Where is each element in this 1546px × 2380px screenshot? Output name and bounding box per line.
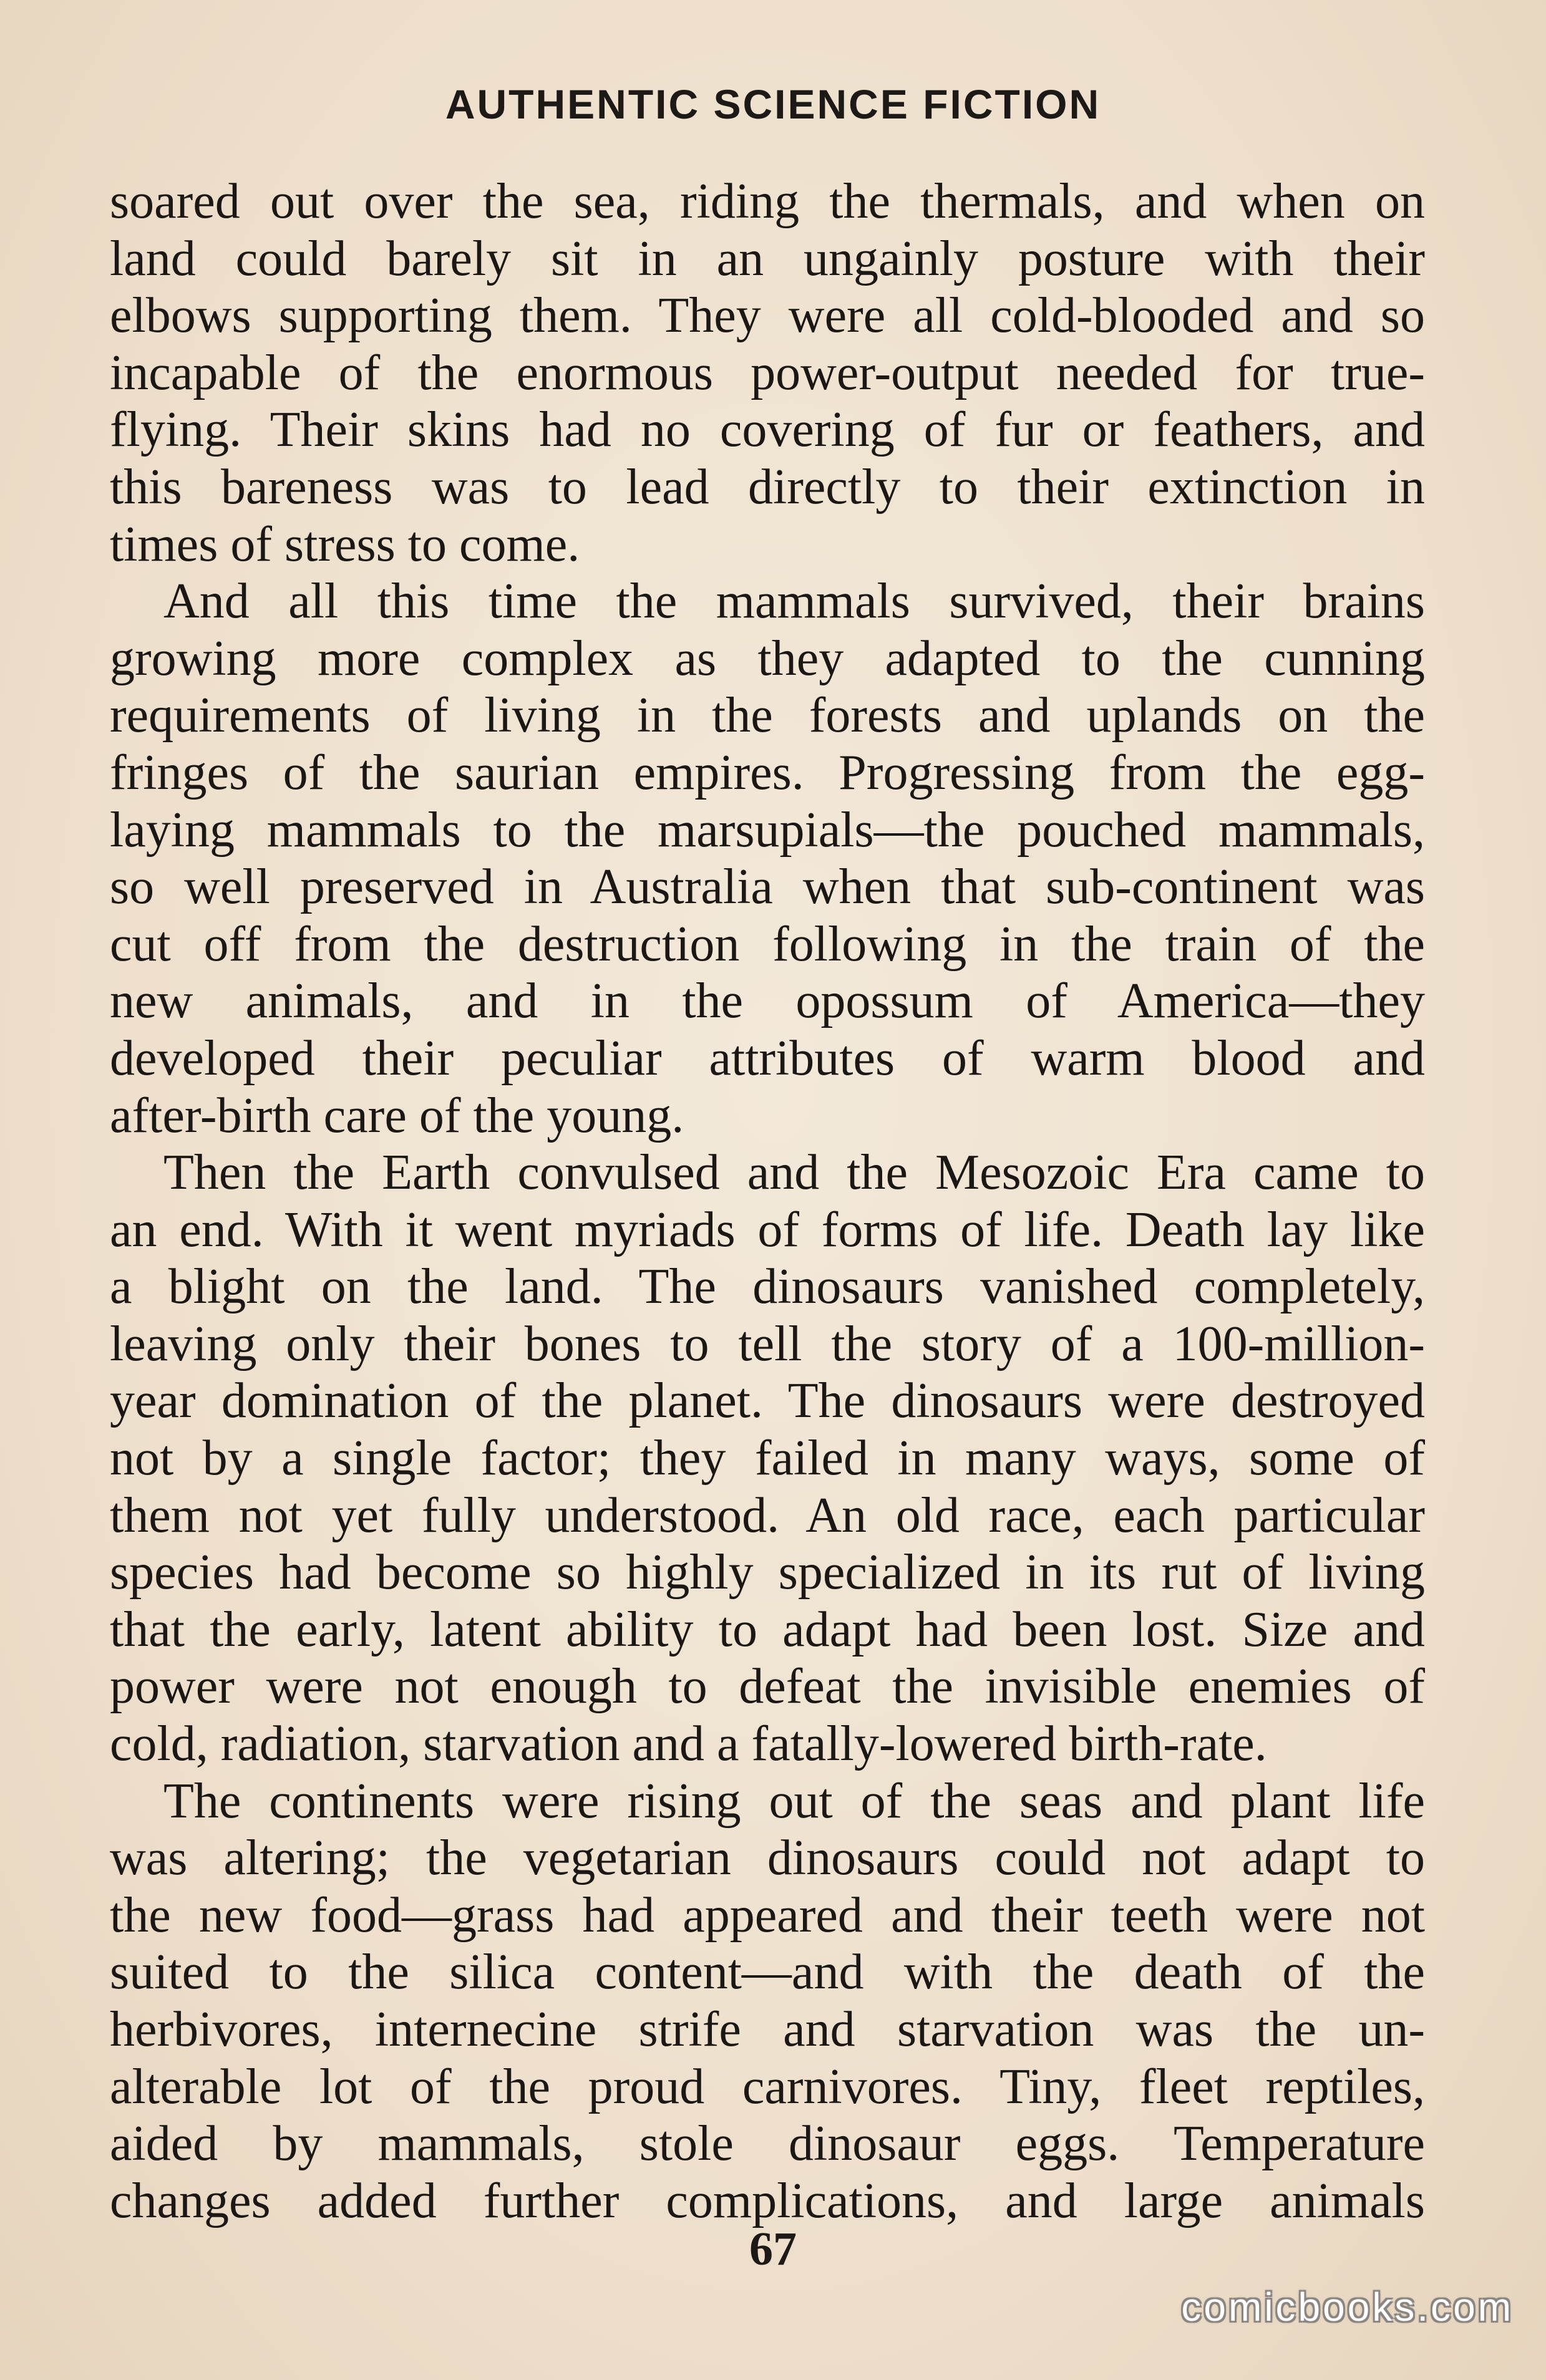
text-line: herbivores, internecine strife and starvation was the un- [110, 2002, 1425, 2057]
text-line: new animals, and in the opossum of America—they [110, 974, 1425, 1029]
paragraph [110, 1144, 1425, 1773]
paragraph [110, 1773, 1425, 2230]
text-line: Then the Earth convulsed and the Mesozoic Era came to [163, 1145, 1425, 1201]
text-line: requirements of living in the forests and uplands on the [110, 688, 1425, 743]
text-line: cut off from the destruction following in the train of the [110, 916, 1425, 972]
text-line: not by a single factor; they failed in many ways, some of [110, 1431, 1425, 1486]
text-line: leaving only their bones to tell the story of a 100-million- [110, 1316, 1425, 1371]
text-line: species had become so highly specialized in its rut of living [110, 1545, 1425, 1600]
text-line: flying. Their skins had no covering of fur or feathers, and [110, 402, 1425, 458]
text-line: was altering; the vegetarian dinosaurs could not adapt to [110, 1831, 1425, 1886]
text-line: that the early, latent ability to adapt had been lost. Size and [110, 1602, 1425, 1657]
text-line: growing more complex as they adapted to the cunning [110, 631, 1425, 686]
paragraph [110, 173, 1425, 573]
page-number: 67 [749, 2223, 797, 2275]
text-line: suited to the silica content—and with the death of the [110, 1945, 1425, 2000]
running-head: AUTHENTIC SCIENCE FICTION [445, 81, 1101, 127]
body-text [110, 173, 1425, 2230]
text-line: alterable lot of the proud carnivores. Tiny, fleet reptiles, [110, 2059, 1425, 2114]
text-line: so well preserved in Australia when that sub-continent was [110, 859, 1425, 915]
text-line: year domination of the planet. The dinosaurs were destroyed [110, 1373, 1425, 1429]
text-line: a blight on the land. The dinosaurs vanished completely, [110, 1259, 1425, 1315]
text-line: And all this time the mammals survived, their brains [163, 574, 1425, 629]
paragraph [110, 573, 1425, 1144]
text-line: an end. With it went myriads of forms of life. Death lay like [110, 1202, 1425, 1257]
text-line: times of stress to come. [110, 516, 580, 572]
text-line: The continents were rising out of the seas and plant life [163, 1773, 1425, 1829]
text-line: aided by mammals, stole dinosaur eggs. Temperature [110, 2116, 1425, 2172]
watermark-logo: comicbooks.com [1181, 2285, 1514, 2329]
text-line: elbows supporting them. They were all cold-blooded and so [110, 288, 1425, 344]
text-line: power were not enough to defeat the invisible enemies of [110, 1659, 1425, 1715]
text-line: after-birth care of the young. [110, 1088, 684, 1143]
text-line: changes added further complications, and large animals [110, 2173, 1425, 2228]
text-line: developed their peculiar attributes of warm blood and [110, 1030, 1425, 1086]
text-line: laying mammals to the marsupials—the pouched mammals, [110, 802, 1425, 858]
text-line: this bareness was to lead directly to their extinction in [110, 459, 1425, 515]
text-line: them not yet fully understood. An old race, each particular [110, 1488, 1425, 1543]
text-line: land could barely sit in an ungainly posture with their [110, 231, 1425, 286]
text-line: the new food—grass had appeared and their teeth were not [110, 1887, 1425, 1943]
text-line: soared out over the sea, riding the thermals, and when on [110, 174, 1425, 229]
text-line: cold, radiation, starvation and a fatally-lowered birth-rate. [110, 1716, 1267, 1772]
text-line: incapable of the enormous power-output needed for true- [110, 345, 1425, 400]
text-line: fringes of the saurian empires. Progressing from the egg- [110, 745, 1425, 800]
